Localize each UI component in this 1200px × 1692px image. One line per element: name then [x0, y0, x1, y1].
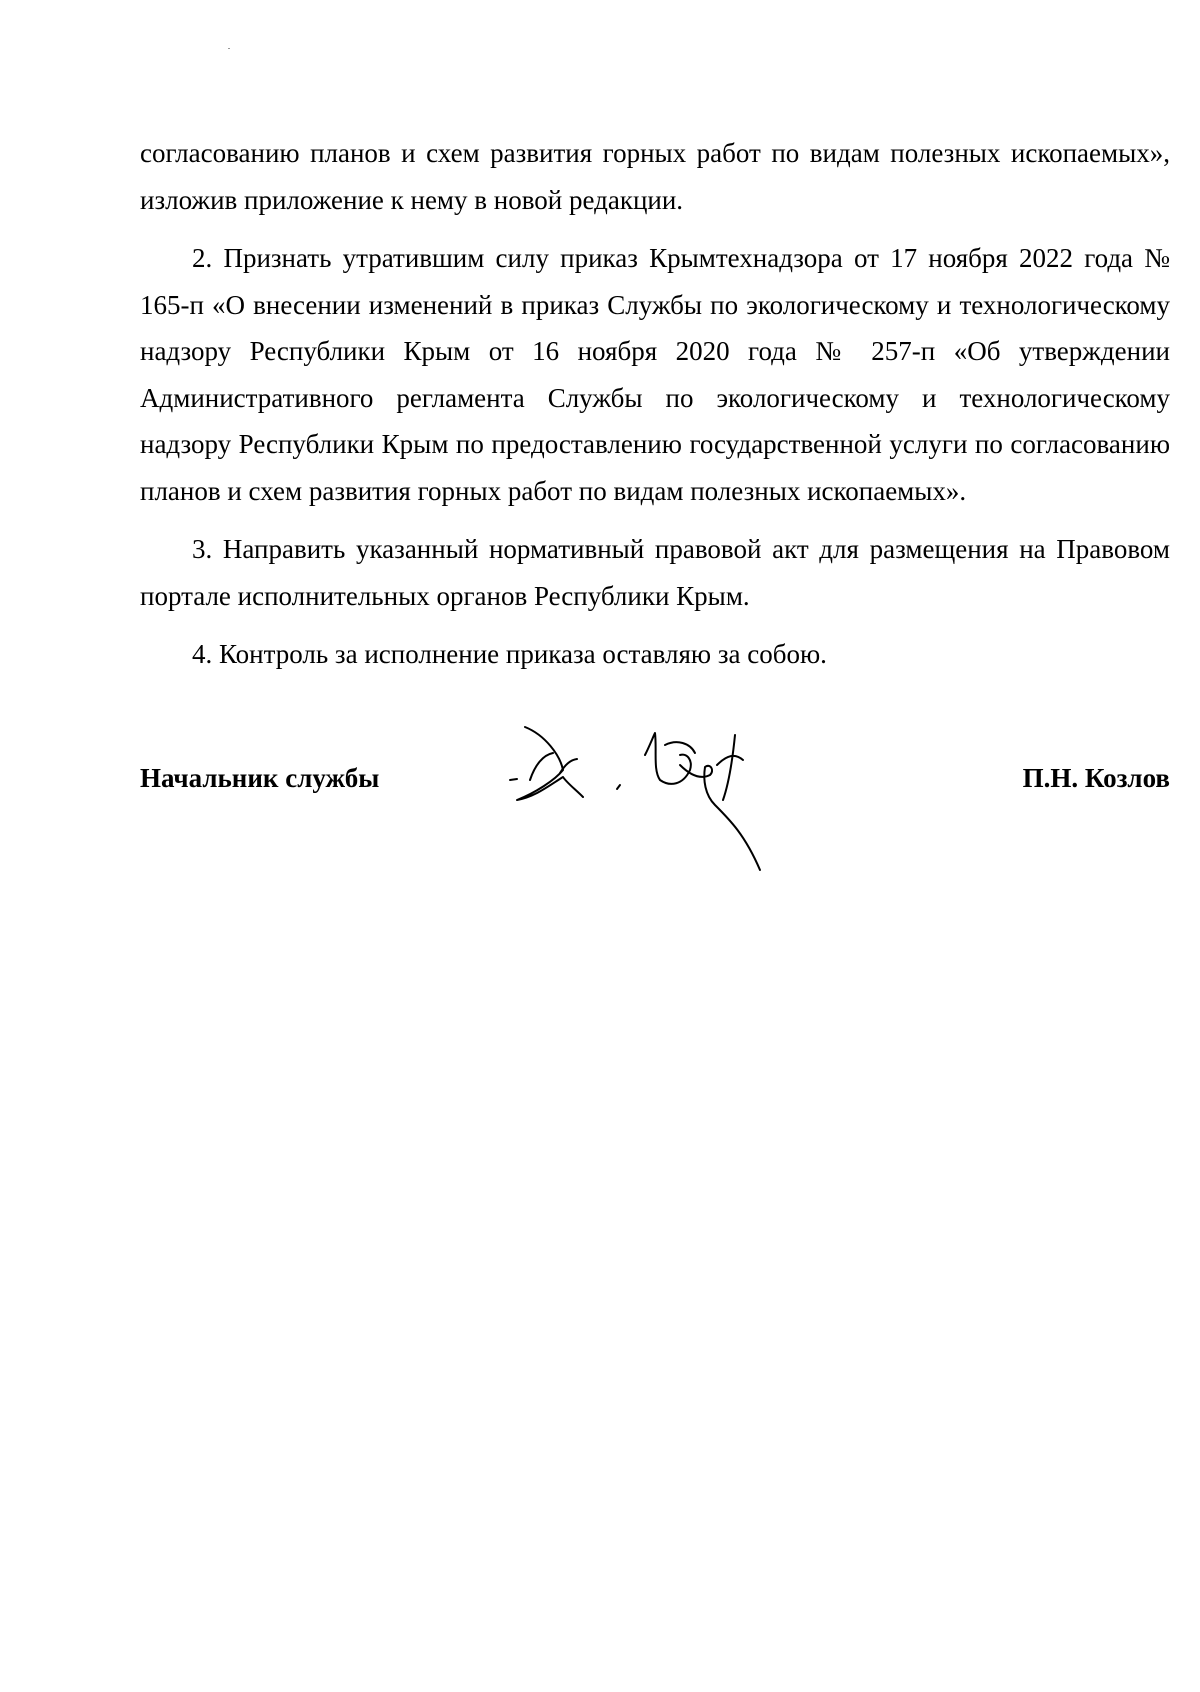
paragraph-continuation: согласованию планов и схем развития горных работ по видам полезных ископаемых», изложив приложение к нему в новой редакции.	[140, 138, 1170, 215]
handwritten-signature	[505, 725, 805, 895]
scan-speck	[228, 48, 230, 49]
signatory-name: П.Н. Козлов	[1022, 763, 1170, 793]
signatory-position: Начальник службы	[140, 763, 380, 793]
paragraph-item-4: 4. Контроль за исполнение приказа оставляю за собою.	[192, 639, 827, 669]
paragraph-item-3: 3. Направить указанный нормативный правовой акт для размещения на Правовом портале исполнительных органов Республики Крым.	[140, 534, 1170, 611]
signature-block	[140, 735, 1170, 855]
paragraph-item-2: 2. Признать утратившим силу приказ Крымтехнадзора от 17 ноября 2022 года № 165-п «О внесении изменений в приказ Службы по экологическому и технологическому надзору Республики Крым от 16 ноября 2020 года № 257-п «Об утверждении Административного регламента Службы по экологическому и технологическому надзору Республики Крым по предоставлению государственной услуги по согласованию планов и схем развития горных работ по видам полезных ископаемых».	[140, 243, 1170, 506]
document-body	[140, 130, 1170, 690]
